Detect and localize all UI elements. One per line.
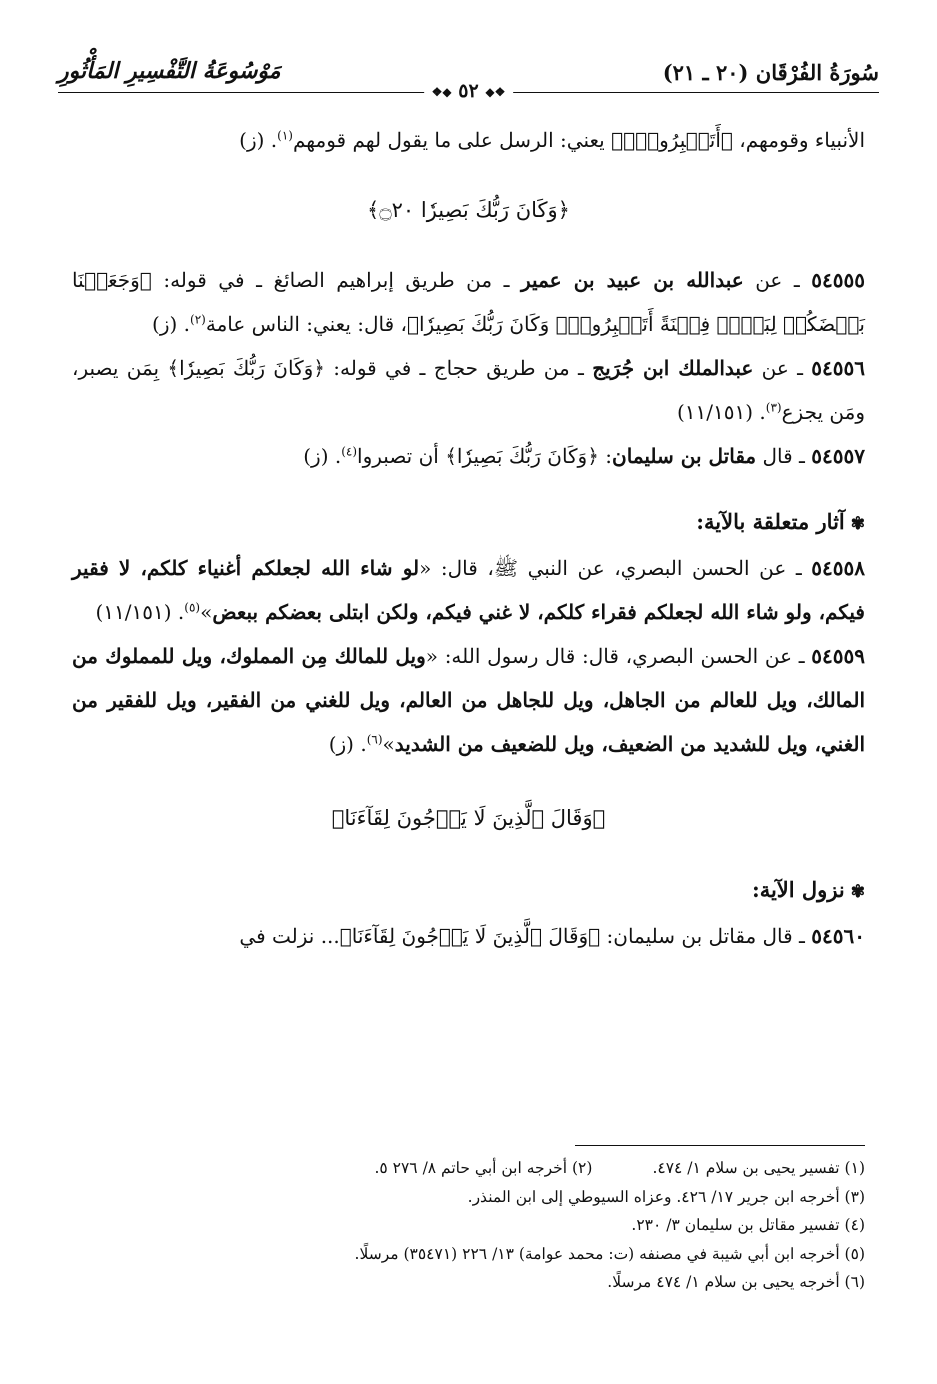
athar-54556 (72, 346, 865, 434)
athar-text: » (200, 600, 213, 624)
footnote-ref: (٢) (190, 312, 206, 327)
athar-54558 (72, 546, 865, 634)
footnote-6: (٦) أخرجه يحيى بن سلام ١/ ٤٧٤ مرسلًا. (607, 1273, 865, 1291)
athar-number: ٥٤٥٥٦ (811, 356, 866, 380)
flower-icon: ✾ (850, 514, 865, 534)
footnote-ref: (٦) (366, 732, 383, 747)
narrator-name: عبدالله بن عبيد بن عمير (521, 268, 744, 292)
footnote-ref: (١) (277, 128, 293, 143)
paragraph-text: . (ز) (239, 128, 278, 152)
narrator-name: عبدالملك ابن جُرَيج (592, 356, 754, 380)
hadith-text: ويل للمالك مِن المملوك، ويل للمملوك من المالك، ويل للعالم من الجاهل، ويل للجاهل من العالم، ويل للغني من الفقير، ويل للفقير من الغني، ويل للشديد من الضعيف، ويل للضعيف من الشديد (72, 644, 865, 756)
athar-number: ٥٤٥٥٥ (811, 268, 865, 292)
page-number-box (424, 80, 514, 102)
ornament-icon: ◆❖ (431, 85, 452, 99)
hadith-text: لو شاء الله لجعلكم أغنياء كلكم، لا فقير فيكم، ولو شاء الله لجعلكم فقراء كلكم، لا غني فيكم، ولكن ابتلى بعضكم ببعض (72, 556, 865, 624)
athar-text: ـ من طريق حجاج ـ في قوله: ﴿وَكَانَ رَبُّكَ بَصِيرٗا﴾ بِمَن يصبر، ومَن يجزع (72, 356, 865, 424)
athar-text: . (١١/١٥١) (95, 600, 185, 624)
footnote-rule (575, 1145, 865, 1146)
athar-number: ٥٤٥٦٠ (811, 924, 865, 948)
section-heading (72, 868, 865, 914)
page-body (72, 118, 865, 958)
footnote-2: (٢) أخرجه ابن أبي حاتم ٨/ ٢٧٦ ٥. (374, 1159, 593, 1177)
athar-text: ـ قال (756, 444, 812, 468)
page-number: ٥٢ (458, 80, 479, 102)
athar-54555 (72, 258, 865, 346)
page-header (58, 52, 879, 102)
quran-verse: ﴿وَكَانَ رَبُّكَ بَصِيرٗا ۝٢٠﴾ (367, 198, 570, 222)
athar-text: ـ عن (743, 268, 812, 292)
footnote-5: (٥) أخرجه ابن أبي شيبة في مصنفه (ت: محمد عوامة) ١٣/ ٢٢٦ (٣٥٤٧١) مرسلًا. (354, 1244, 865, 1263)
footnotes (72, 1154, 865, 1297)
athar-text: ـ عن الحسن البصري، عن النبي ﷺ، قال: « (419, 556, 812, 580)
athar-text: ـ قال مقاتل بن سليمان: ﴿وَقَالَ ٱلَّذِينَ لَا يَرۡجُونَ لِقَآءَنَا﴾... نزلت في (239, 924, 812, 948)
athar-54557 (72, 434, 865, 478)
quran-verse: ﴿وَقَالَ ٱلَّذِينَ لَا يَرۡجُونَ لِقَآءَنَا﴾ (331, 806, 606, 830)
section-heading (72, 500, 865, 546)
ornament-icon: ❖◆ (485, 85, 506, 99)
paragraph-continuation (72, 118, 865, 162)
footnote-row (72, 1154, 865, 1183)
athar-number: ٥٤٥٥٩ (811, 644, 865, 668)
athar-number: ٥٤٥٥٧ (811, 444, 865, 468)
athar-text: . (ز) (152, 312, 191, 336)
footnote-4: (٤) تفسير مقاتل بن سليمان ٣/ ٢٣٠. (631, 1216, 865, 1234)
athar-54560 (72, 914, 865, 958)
athar-54559 (72, 634, 865, 766)
athar-text: . (ز) (303, 444, 342, 468)
section-heading-text: نزول الآية: (751, 877, 845, 902)
footnote-1: (١) تفسير يحيى بن سلام ١/ ٤٧٤. (652, 1159, 865, 1177)
narrator-name: مقاتل بن سليمان (612, 444, 757, 468)
flower-icon: ✾ (850, 882, 865, 902)
athar-text: . (ز) (328, 732, 367, 756)
athar-number: ٥٤٥٥٨ (811, 556, 865, 580)
surah-title: سُورَةُ الفُرْقَان (٢٠ ـ ٢١) (662, 60, 879, 85)
athar-text: . (١١/١٥١) (676, 400, 766, 424)
footnote-3: (٣) أخرجه ابن جرير ١٧/ ٤٢٦. وعزاه السيوطي إلى ابن المنذر. (467, 1187, 865, 1206)
athar-text: ـ عن الحسن البصري، قال: قال رسول الله: « (425, 644, 812, 668)
footnote-ref: (٣) (765, 400, 782, 415)
book-title: مَوْسُوعَةُ التَّفْسِيرِ المَأْثُورِ (58, 58, 281, 84)
section-heading-text: آثار متعلقة بالآية: (696, 509, 845, 534)
athar-text: » (382, 732, 395, 756)
footnote-ref: (٤) (341, 444, 358, 459)
footnote-ref: (٥) (184, 600, 201, 615)
paragraph-text: الأنبياء وقومهم، ﴿أَتَصۡبِرُونَۗ﴾ يعني: الرسل على ما يقول لهم قومهم (292, 128, 865, 152)
athar-text: ـ عن (753, 356, 812, 380)
athar-text: ـ من طريق إبراهيم الصائغ ـ في قوله: ﴿وَجَعَلۡنَا بَعۡضَكُمۡ لِبَعۡضٖ فِتۡنَةً أَتَصۡبِرُونَۗ وَكَانَ رَبُّكَ بَصِيرٗا﴾، قال: يعني: الناس عامة (72, 268, 865, 336)
athar-text: : ﴿وَكَانَ رَبُّكَ بَصِيرٗا﴾ أن تصبروا (357, 444, 613, 468)
